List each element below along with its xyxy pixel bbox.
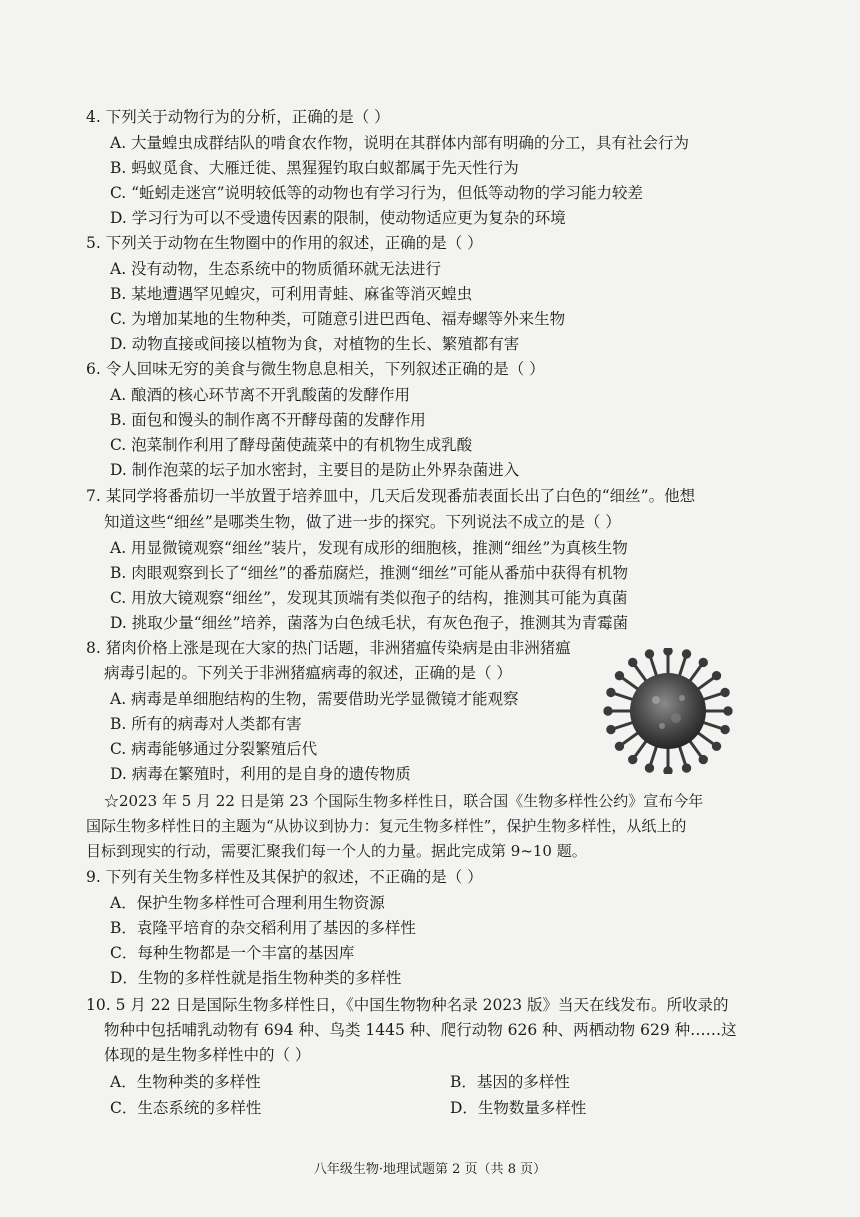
question-9-option-c: C．每种生物都是一个丰富的基因库	[110, 944, 355, 962]
question-5-option-b: B. 某地遭遇罕见蝗灾，可利用青蛙、麻雀等消灭蝗虫	[110, 285, 473, 303]
question-10-stem: 10. 5 月 22 日是国际生物多样性日，《中国生物物种名录 2023 版》当天在线发布。所收录的	[86, 996, 729, 1014]
virus-spike-tip	[713, 743, 719, 749]
question-8-stem: 8. 猪肉价格上涨是现在大家的热门话题，非洲猪瘟传染病是由非洲猪瘟	[86, 639, 571, 657]
virus-spike-tip	[616, 743, 622, 749]
question-6-stem: 6. 令人回味无穷的美食与微生物息息相关，下列叙述正确的是（ ）	[86, 360, 545, 378]
question-6-option-c: C. 泡菜制作利用了酵母菌使蔬菜中的有机物生成乳酸	[110, 436, 473, 454]
virus-spike-tip	[630, 659, 636, 665]
virus-spike-tip	[683, 765, 689, 771]
question-10-stem-line-3: 体现的是生物多样性中的（ ）	[104, 1046, 311, 1064]
virus-spike-tip	[608, 726, 614, 732]
question-10-stem-line-2: 物种中包括哺乳动物有 694 种、鸟类 1445 种、爬行动物 626 种、两栖动物 629 种……这	[104, 1021, 737, 1039]
question-8-option-d: D. 病毒在繁殖时，利用的是自身的遗传物质	[110, 765, 411, 783]
page-footer: 八年级生物·地理试题第 2 页（共 8 页）	[313, 1162, 547, 1177]
question-6-option-a: A. 酿酒的核心环节离不开乳酸菌的发酵作用	[110, 386, 411, 404]
question-9-option-a: A．保护生物多样性可合理利用生物资源	[110, 894, 385, 912]
question-8-option-a: A. 病毒是单细胞结构的生物，需要借助光学显微镜才能观察	[110, 690, 519, 708]
question-9-stem: 9. 下列有关生物多样性及其保护的叙述，不正确的是（ ）	[86, 868, 483, 886]
virus-spike-tip	[713, 673, 719, 679]
virus-spike-tip	[630, 756, 636, 762]
virus-spike-tip	[722, 726, 728, 732]
question-5-stem: 5. 下列关于动物在生物圈中的作用的叙述，正确的是（ ）	[86, 234, 483, 252]
question-4-option-b: B. 蚂蚁觅食、大雁迁徙、黑猩猩钓取白蚁都属于先天性行为	[110, 159, 519, 177]
question-4-option-a: A. 大量蝗虫成群结队的啃食农作物，说明在其群体内部有明确的分工，具有社会行为	[110, 134, 690, 152]
virus-spike-tip	[608, 689, 614, 695]
question-7-stem-continued: 知道这些“细丝”是哪类生物，做了进一步的探究。下列说法不成立的是（ ）	[104, 513, 621, 531]
question-6-option-d: D. 制作泡菜的坛子加水密封，主要目的是防止外界杂菌进入	[110, 461, 520, 479]
virus-spike-tip	[725, 708, 731, 714]
question-5-option-c: C. 为增加某地的生物种类，可随意引进巴西龟、福寿螺等外来生物	[110, 310, 566, 328]
question-10-option-c: C．生态系统的多样性	[110, 1099, 262, 1117]
question-8-option-b: B. 所有的病毒对人类都有害	[110, 715, 302, 733]
virus-spike-tip	[683, 651, 689, 657]
question-4-option-c: C. “蚯蚓走迷宫”说明较低等的动物也有学习行为，但低等动物的学习能力较差	[110, 184, 644, 202]
question-8-option-c: C. 病毒能够通过分裂繁殖后代	[110, 740, 318, 758]
question-7-stem: 7. 某同学将番茄切一半放置于培养皿中，几天后发现番茄表面长出了白色的“细丝”。他想	[86, 487, 696, 505]
question-10-option-d: D．生物数量多样性	[450, 1099, 587, 1117]
virus-spike-tip	[665, 768, 671, 774]
virus-spike-tip	[646, 765, 652, 771]
virus-spike-tip	[646, 651, 652, 657]
question-6-option-b: B. 面包和馒头的制作离不开酵母菌的发酵作用	[110, 411, 426, 429]
question-4-stem: 4. 下列关于动物行为的分析，正确的是（ ）	[86, 108, 390, 126]
passage-line-2: 国际生物多样性日的主题为“从协议到协力：复元生物多样性”，保护生物多样性，从纸上的	[86, 817, 687, 835]
question-7-option-a: A. 用显微镜观察“细丝”装片，发现有成形的细胞核，推测“细丝”为真核生物	[110, 539, 628, 557]
virus-spike-tip	[616, 673, 622, 679]
question-10-option-a: A．生物种类的多样性	[110, 1073, 261, 1091]
passage-line-3: 目标到现实的行动，需要汇聚我们每一个人的力量。据此完成第 9~10 题。	[86, 842, 587, 860]
question-7-option-c: C. 用放大镜观察“细丝”，发现其顶端有类似孢子的结构，推测其可能为真菌	[110, 589, 628, 607]
virus-spike-tip	[722, 689, 728, 695]
virus-spike-tip	[700, 659, 706, 665]
question-4-option-d: D. 学习行为可以不受遗传因素的限制，使动物适应更为复杂的环境	[110, 209, 566, 227]
passage-line-1: ☆2023 年 5 月 22 日是第 23 个国际生物多样性日，联合国《生物多样性公约》宣布今年	[104, 792, 704, 810]
question-8-stem-continued: 病毒引起的。下列关于非洲猪瘟病毒的叙述，正确的是（ ）	[104, 664, 512, 682]
virus-spike-tip	[665, 648, 671, 654]
question-5-option-a: A. 没有动物，生态系统中的物质循环就无法进行	[110, 260, 442, 278]
question-9-option-b: B．袁隆平培育的杂交稻利用了基因的多样性	[110, 919, 416, 937]
virus-spike-tip	[605, 708, 611, 714]
question-9-option-d: D．生物的多样性就是指生物种类的多样性	[110, 969, 402, 987]
question-10-option-b: B．基因的多样性	[450, 1073, 570, 1091]
question-7-option-d: D. 挑取少量“细丝”培养，菌落为白色绒毛状，有灰色孢子，推测其为青霉菌	[110, 614, 629, 632]
question-5-option-d: D. 动物直接或间接以植物为食，对植物的生长、繁殖都有害	[110, 335, 520, 353]
virus-spike-tip	[700, 756, 706, 762]
question-7-option-b: B. 肉眼观察到长了“细丝”的番茄腐烂，推测“细丝”可能从番茄中获得有机物	[110, 564, 628, 582]
virus-illustration	[602, 648, 734, 774]
